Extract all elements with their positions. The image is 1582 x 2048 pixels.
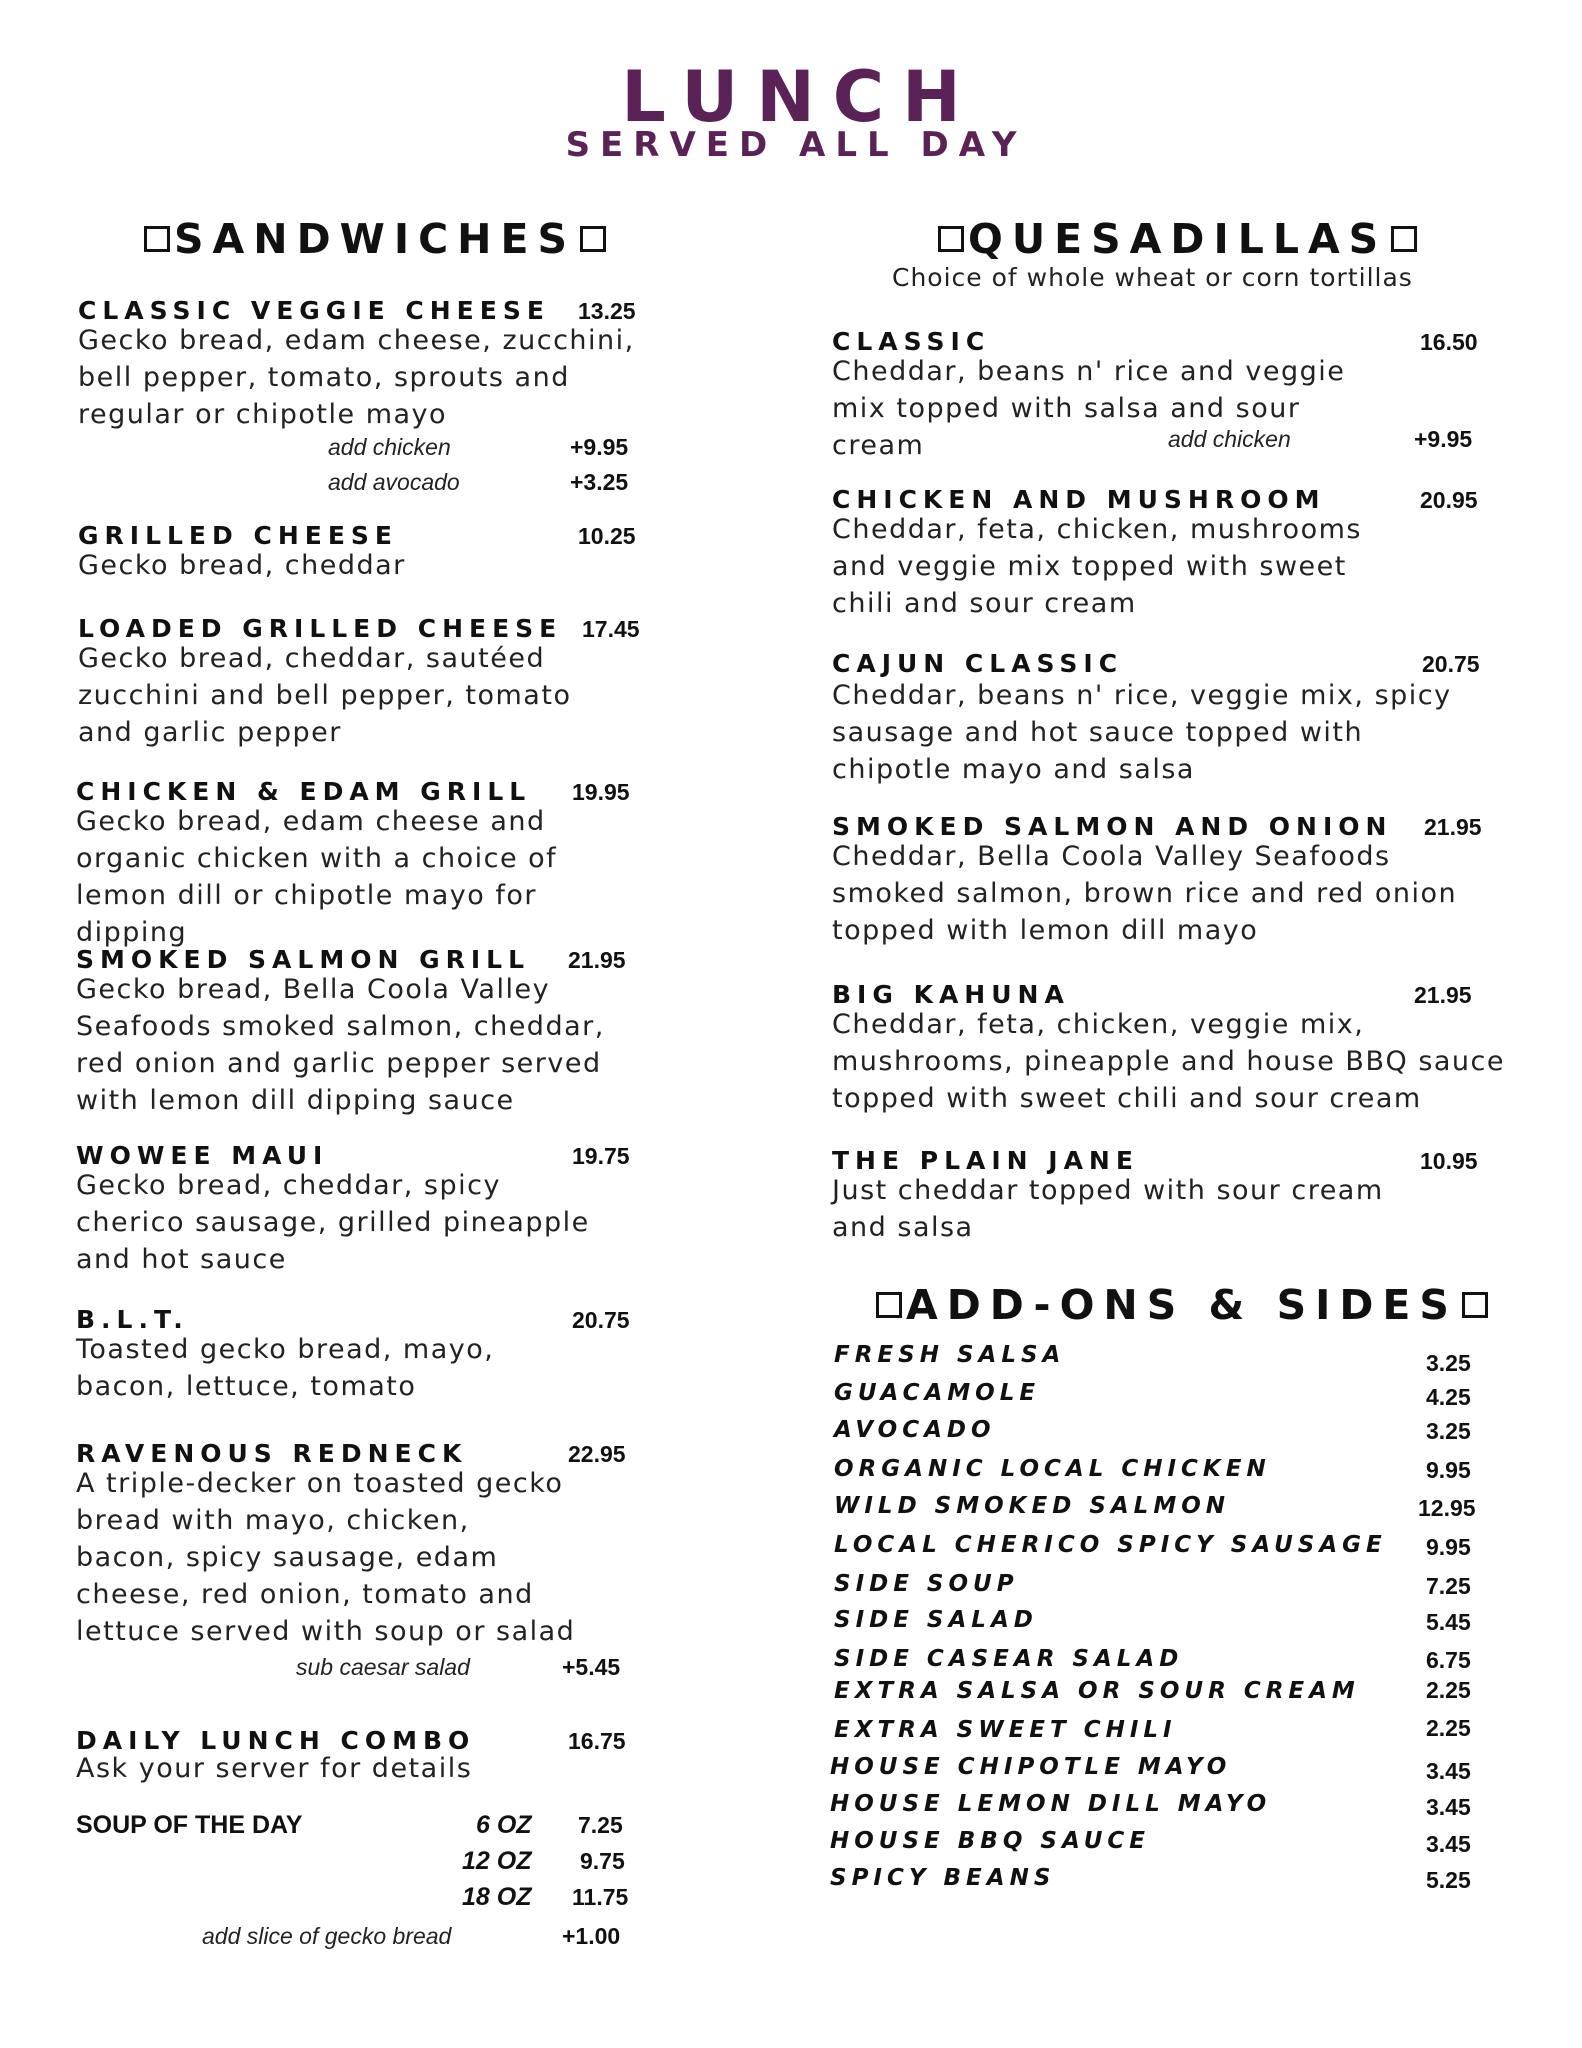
item-description: Toasted gecko bread, mayo, bacon, lettuce, tomato [76, 1334, 495, 1402]
item-description: Cheddar, beans n' rice and veggie mix topped with salsa and sour cream [832, 356, 1346, 461]
item-price: 16.75 [568, 1728, 626, 1754]
square-bullet-icon [144, 226, 170, 252]
side-name: EXTRA SWEET CHILI [834, 1717, 1177, 1743]
side-price: 7.25 [1426, 1573, 1471, 1599]
side-price: 5.25 [1426, 1867, 1471, 1893]
item-price: 16.50 [1420, 329, 1478, 355]
item-name: SMOKED SALMON GRILL [76, 945, 531, 974]
item-price: 13.25 [578, 298, 636, 324]
addon-price: +9.95 [570, 434, 629, 460]
item-name: CAJUN CLASSIC [832, 649, 1124, 678]
item-price: 22.95 [568, 1441, 626, 1467]
tortilla-note: Choice of whole wheat or corn tortillas [892, 263, 1413, 292]
item-price: 20.75 [1422, 651, 1480, 677]
item-description: Cheddar, Bella Coola Valley Seafoods smoked salmon, brown rice and red onion topped with lemon dill mayo [832, 841, 1458, 946]
side-price: 5.45 [1426, 1609, 1471, 1635]
side-price: 3.45 [1426, 1794, 1471, 1820]
square-bullet-icon [580, 226, 606, 252]
side-name: EXTRA SALSA OR SOUR CREAM [834, 1678, 1360, 1704]
soup-price: 7.25 [578, 1812, 623, 1838]
item-description: Cheddar, feta, chicken, mushrooms and veggie mix topped with sweet chili and sour cream [832, 514, 1362, 619]
item-price: 19.75 [572, 1143, 630, 1169]
item-description: Gecko bread, Bella Coola Valley Seafoods smoked salmon, cheddar, red onion and garlic pepper served with lemon dill dipping sauce [76, 974, 605, 1116]
item-name: GRILLED CHEESE [78, 521, 398, 550]
addon-label: sub caesar salad [296, 1654, 470, 1680]
soup-price: 9.75 [580, 1848, 625, 1874]
side-name: WILD SMOKED SALMON [834, 1493, 1231, 1519]
item-price: 21.95 [1414, 982, 1472, 1008]
item-description: Gecko bread, cheddar, sautéed zucchini and bell pepper, tomato and garlic pepper [78, 643, 572, 748]
item-name: CLASSIC VEGGIE CHEESE [78, 296, 550, 325]
item-price: 20.95 [1420, 487, 1478, 513]
item-name: B.L.T. [76, 1305, 189, 1334]
item-price: 21.95 [568, 947, 626, 973]
item-name: CHICKEN & EDAM GRILL [76, 777, 532, 806]
item-name: RAVENOUS REDNECK [76, 1439, 468, 1468]
item-price: 19.95 [572, 779, 630, 805]
addon-label: add avocado [328, 469, 460, 495]
side-name: LOCAL CHERICO SPICY SAUSAGE [834, 1532, 1387, 1558]
square-bullet-icon [876, 1292, 902, 1318]
item-description: Ask your server for details [76, 1753, 473, 1784]
soup-price: 11.75 [572, 1884, 629, 1910]
side-price: 4.25 [1426, 1384, 1471, 1410]
side-name: GUACAMOLE [834, 1380, 1041, 1406]
side-price: 3.45 [1426, 1831, 1471, 1857]
addon-label: add slice of gecko bread [202, 1923, 452, 1949]
addon-label: add chicken [328, 434, 451, 460]
item-name: LOADED GRILLED CHEESE [78, 614, 563, 643]
item-name: BIG KAHUNA [832, 980, 1070, 1009]
item-price: 10.95 [1420, 1148, 1478, 1174]
side-name: SIDE SALAD [834, 1607, 1038, 1633]
sides-heading: ADD-ONS & SIDES [872, 1280, 1492, 1330]
side-price: 9.95 [1426, 1457, 1471, 1483]
side-name: SIDE CASEAR SALAD [834, 1646, 1184, 1672]
soup-size: 18 OZ [462, 1883, 532, 1911]
menu-subtitle: SERVED ALL DAY [565, 125, 1027, 165]
square-bullet-icon [1462, 1292, 1488, 1318]
addon-price: +3.25 [570, 469, 629, 495]
side-name: SPICY BEANS [830, 1865, 1056, 1891]
side-price: 9.95 [1426, 1534, 1471, 1560]
quesadillas-heading: QUESADILLAS [934, 214, 1421, 264]
side-price: 6.75 [1426, 1647, 1471, 1673]
side-price: 3.25 [1426, 1350, 1471, 1376]
side-name: AVOCADO [834, 1417, 996, 1443]
item-name: DAILY LUNCH COMBO [76, 1726, 476, 1755]
item-description: Gecko bread, cheddar, spicy cherico sausage, grilled pineapple and hot sauce [76, 1170, 590, 1275]
soup-size: 12 OZ [462, 1847, 532, 1875]
item-price: 17.45 [582, 616, 640, 642]
item-price: 21.95 [1424, 814, 1482, 840]
addon-price: +9.95 [1414, 426, 1473, 452]
item-description: A triple-decker on toasted gecko bread with mayo, chicken, bacon, spicy sausage, edam cheese, red onion, tomato and lettuce served with soup or salad [76, 1468, 576, 1647]
item-price: 20.75 [572, 1307, 630, 1333]
item-name: CHICKEN AND MUSHROOM [832, 485, 1326, 514]
addon-price: +5.45 [562, 1654, 621, 1680]
menu-title: LUNCH [621, 56, 979, 138]
item-name: THE PLAIN JANE [832, 1146, 1139, 1175]
sandwiches-heading: SANDWICHES [140, 214, 610, 264]
side-price: 2.25 [1426, 1715, 1471, 1741]
square-bullet-icon [938, 226, 964, 252]
soup-size: 6 OZ [476, 1811, 532, 1839]
item-name: SMOKED SALMON AND ONION [832, 812, 1393, 841]
item-description: Gecko bread, cheddar [78, 550, 406, 581]
side-name: ORGANIC LOCAL CHICKEN [834, 1456, 1271, 1482]
item-description: Cheddar, feta, chicken, veggie mix, mushrooms, pineapple and house BBQ sauce topped with sweet chili and sour cream [832, 1009, 1505, 1114]
item-description: Gecko bread, edam cheese, zucchini, bell pepper, tomato, sprouts and regular or chipotle mayo [78, 325, 635, 430]
side-price: 12.95 [1418, 1495, 1476, 1521]
side-price: 3.25 [1426, 1418, 1471, 1444]
side-name: SIDE SOUP [834, 1571, 1019, 1597]
side-name: HOUSE CHIPOTLE MAYO [830, 1754, 1232, 1780]
side-name: FRESH SALSA [834, 1342, 1066, 1368]
side-name: HOUSE BBQ SAUCE [830, 1828, 1150, 1854]
side-price: 2.25 [1426, 1677, 1471, 1703]
side-name: HOUSE LEMON DILL MAYO [830, 1791, 1272, 1817]
item-description: Gecko bread, edam cheese and organic chicken with a choice of lemon dill or chipotle mayo for dipping [76, 806, 558, 948]
item-name: CLASSIC [832, 327, 991, 356]
addon-label: add chicken [1168, 426, 1291, 452]
item-price: 10.25 [578, 523, 636, 549]
item-description: Cheddar, beans n' rice, veggie mix, spicy sausage and hot sauce topped with chipotle mayo and salsa [832, 680, 1452, 785]
soup-of-the-day-label: SOUP OF THE DAY [76, 1811, 303, 1839]
side-price: 3.45 [1426, 1758, 1471, 1784]
addon-price: +1.00 [562, 1923, 621, 1949]
item-description: Just cheddar topped with sour cream and salsa [832, 1175, 1384, 1243]
square-bullet-icon [1391, 226, 1417, 252]
item-name: WOWEE MAUI [76, 1141, 329, 1170]
